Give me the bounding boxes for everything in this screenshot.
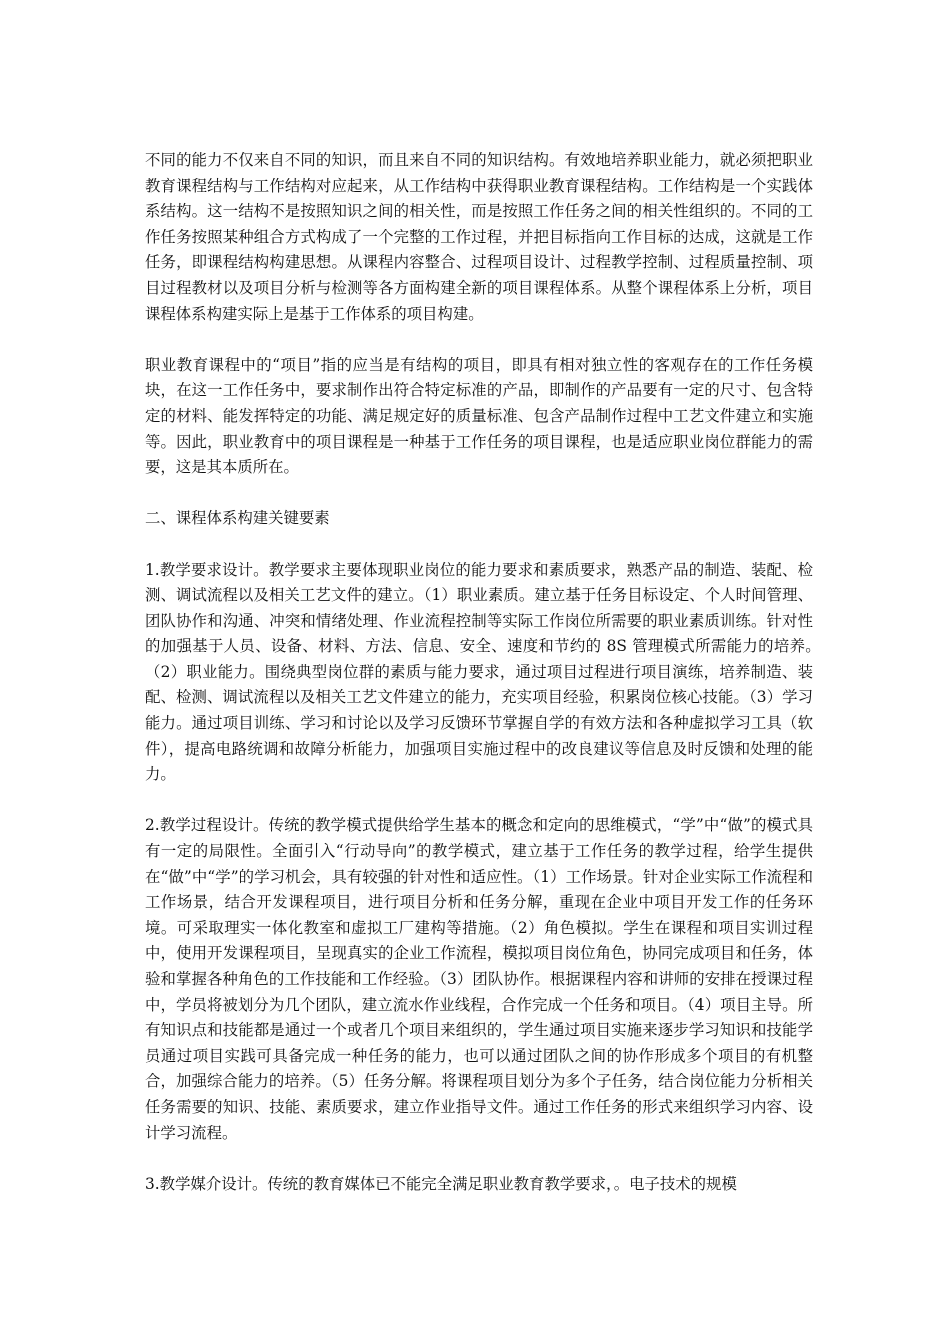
document-body (145, 148, 829, 1197)
item-teaching-process: 2.教学过程设计。传统的教学模式提供给学生基本的概念和定向的思维模式，“学”中“做”的模式具有一定的局限性。全面引入“行动导向”的教学模式，建立基于工作任务的教学过程，给学生提供在“做”中“学”的学习机会，具有较强的针对性和适应性。（1）工作场景。针对企业实际工作流程和工作场景，结合开发课程项目，进行项目分析和任务分解，重现在企业中项目开发工作的任务环境。可采取理实一体化教室和虚拟工厂建构等措施。（2）角色模拟。学生在课程和项目实训过程中，使用开发课程项目，呈现真实的企业工作流程，模拟项目岗位角色，协同完成项目和任务，体验和掌握各种角色的工作技能和工作经验。（3）团队协作。根据课程内容和讲师的安排在授课过程中，学员将被划分为几个团队，建立流水作业线程，合作完成一个任务和项目。（4）项目主导。所有知识点和技能都是通过一个或者几个项目来组织的，学生通过项目实施来逐步学习知识和技能学员通过项目实践可具备完成一种任务的能力，也可以通过团队之间的协作形成多个项目的有机整合，加强综合能力的培养。（5）任务分解。将课程项目划分为多个子任务，结合岗位能力分析相关任务需要的知识、技能、素质要求，建立作业指导文件。通过工作任务的形式来组织学习内容、设计学习流程。 (145, 816, 813, 1142)
body-paragraph-1: 不同的能力不仅来自不同的知识，而且来自不同的知识结构。有效地培养职业能力，就必须把职业教育课程结构与工作结构对应起来，从工作结构中获得职业教育课程结构。工作结构是一个实践体系结构。这一结构不是按照知识之间的相关性，而是按照工作任务之间的相关性组织的。不同的工作任务按照某种组合方式构成了一个完整的工作过程，并把目标指向工作目标的达成，这就是工作任务，即课程结构构建思想。从课程内容整合、过程项目设计、过程教学控制、过程质量控制、项目过程教材以及项目分析与检测等各方面构建全新的项目课程体系。从整个课程体系上分析，项目课程体系构建实际上是基于工作体系的项目构建。 (145, 151, 813, 323)
section-heading: 二、课程体系构建关键要素 (145, 509, 330, 528)
item-teaching-requirements: 1.教学要求设计。教学要求主要体现职业岗位的能力要求和素质要求，熟悉产品的制造、装配、检测、调试流程以及相关工艺文件的建立。（1）职业素质。建立基于任务目标设定、个人时间管理、团队协作和沟通、冲突和情绪处理、作业流程控制等实际工作岗位所需要的职业素质训练。针对性的加强基于人员、设备、材料、方法、信息、安全、速度和节约的 8S 管理模式所需能力的培养。 （2）职业能力。围绕典型岗位群的素质与能力要求，通过项目过程进行项目演练，培养制造、装配、检测、调试流程以及相关工艺文件建立的能力，充实项目经验，积累岗位核心技能。（3）学习能力。通过项目训练、学习和讨论以及学习反馈环节掌握自学的有效方法和各种虚拟学习工具（软件），提高电路统调和故障分析能力，加强项目实施过程中的改良建议等信息及时反馈和处理的能力。 (145, 560, 829, 784)
item-teaching-media: 3.教学媒介设计。传统的教育媒体已不能完全满足职业教育教学要求，。电子技术的规模 (145, 1174, 737, 1193)
body-paragraph-2: 职业教育课程中的“项目”指的应当是有结构的项目，即具有相对独立性的客观存在的工作任务模块，在这一工作任务中，要求制作出符合特定标准的产品，即制作的产品要有一定的尺寸、包含特定的材料、能发挥特定的功能、满足规定好的质量标准、包含产品制作过程中工艺文件建立和实施等。因此，职业教育中的项目课程是一种基于工作任务的项目课程，也是适应职业岗位群能力的需要，这是其本质所在。 (145, 355, 813, 477)
